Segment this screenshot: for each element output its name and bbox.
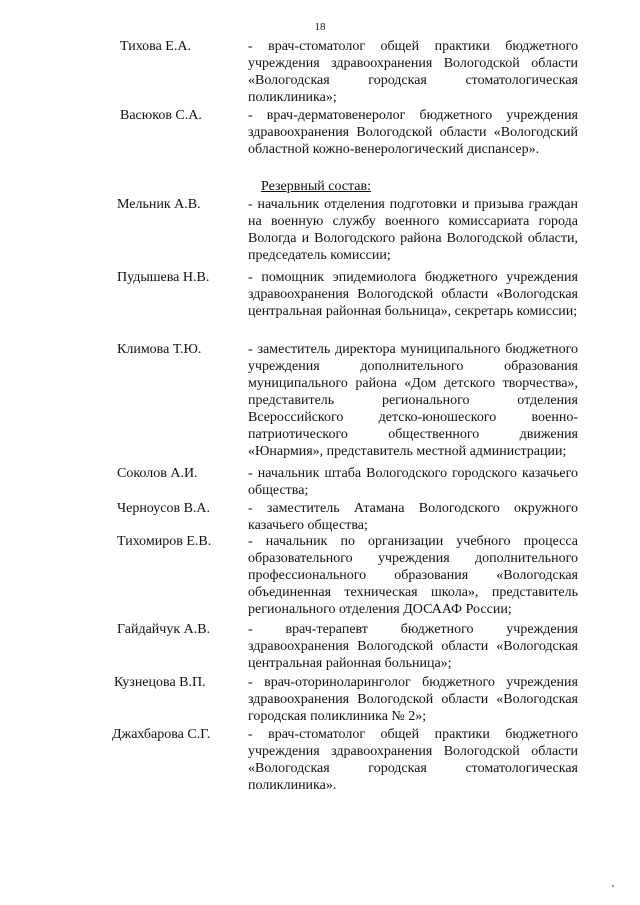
member-name: Соколов А.И.	[117, 466, 198, 481]
scan-speck	[612, 885, 614, 887]
member-name: Васюков С.А.	[120, 108, 202, 123]
member-name: Мельник А.В.	[117, 197, 201, 212]
member-description: - заместитель Атамана Вологодского окружного казачьего общества;	[248, 501, 578, 533]
member-description: - начальник по организации учебного процесса образовательного учреждения дополнительного профессионального образования «Вологодская объединенная техническая школа», представитель регионального отделения ДОСААФ России;	[248, 534, 578, 617]
member-description: - врач-оториноларинголог бюджетного учреждения здравоохранения Вологодской области «Вологодская городская поликлиника № 2»;	[248, 675, 578, 724]
member-name: Климова Т.Ю.	[117, 342, 202, 357]
reserve-heading: Резервный состав:	[261, 179, 372, 194]
member-description: - врач-стоматолог общей практики бюджетного учреждения здравоохранения Вологодской области «Вологодская городская стоматологическая поликлиника»;	[248, 39, 578, 105]
member-name: Тихомиров Е.В.	[117, 534, 212, 549]
member-description: - заместитель директора муниципального бюджетного учреждения дополнительного образования муниципального района «Дом детского творчества», представитель регионального отделения Всероссийского детско-юношеского военно-патриотического общественного движения «Юнармия», представитель местной администрации;	[248, 342, 578, 459]
member-name: Джахбарова С.Г.	[112, 727, 211, 742]
member-name: Гайдайчук А.В.	[117, 622, 211, 637]
member-description: - начальник штаба Вологодского городского казачьего общества;	[248, 466, 578, 498]
member-description: - врач-стоматолог общей практики бюджетного учреждения здравоохранения Вологодской области «Вологодская городская стоматологическая поликлиника».	[248, 727, 578, 793]
member-name: Кузнецова В.П.	[114, 675, 206, 690]
member-description: - врач-дерматовенеролог бюджетного учреждения здравоохранения Вологодской области «Вологодский областной кожно-венерологический диспансер».	[248, 108, 578, 157]
page-number: 18	[314, 21, 326, 33]
member-name: Тихова Е.А.	[120, 39, 191, 54]
member-description: - врач-терапевт бюджетного учреждения здравоохранения Вологодской области «Вологодская центральная районная больница»;	[248, 622, 578, 671]
member-name: Черноусов В.А.	[117, 501, 211, 516]
member-name: Пудышева Н.В.	[117, 270, 210, 285]
member-description: - помощник эпидемиолога бюджетного учреждения здравоохранения Вологодской области «Вологодская центральная районная больница», секретарь комиссии;	[248, 270, 578, 319]
member-description: - начальник отделения подготовки и призыва граждан на военную службу военного комиссариата города Вологда и Вологодского района Вологодской области, председатель комиссии;	[248, 197, 578, 263]
